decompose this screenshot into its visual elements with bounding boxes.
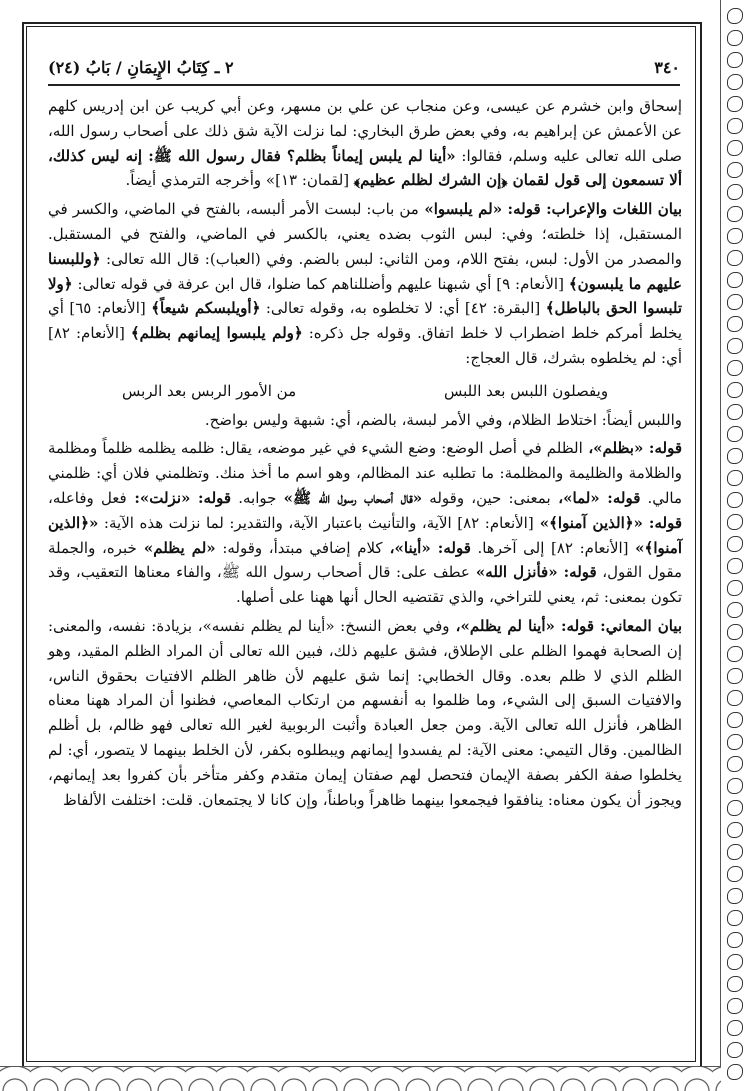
verse-second-hemistich: من الأمور الربس بعد الربس [121, 381, 297, 400]
border-ornament [727, 30, 743, 46]
border-ornament [727, 954, 743, 970]
border-ornament [727, 998, 743, 1014]
paragraph-p1 [48, 94, 682, 193]
border-ornament [727, 602, 743, 618]
text-segment: الظلم في أصل الوضع: وضع الشيء في غير موضعه، يقال: ظلمه يظلمه ظلماً ومظلمة والظلامة والظليمة والمظلمة: ما تطلبه عند المظالم، وهو اسم ما أخذ منك. وتظلمني فلان أي: ظلمني مالي. [48, 439, 682, 507]
border-ornament [727, 558, 743, 574]
decorative-bottom-border [0, 1066, 721, 1091]
text-segment: خبره، والجملة مقول القول، [48, 538, 682, 582]
text-segment: بيان المعاني: قوله: «أينا لم يظلم»، [449, 616, 683, 635]
border-ornament [727, 976, 743, 992]
text-segment: ﴿أويلبسكم شيعاً﴾ [151, 299, 261, 318]
text-segment: ﴿ولا تلبسوا الحق بالباطل﴾ [48, 274, 683, 318]
text-segment: [البقرة: ٤٢] أي: لا تخلطوه به، وقوله تعالى: [260, 299, 546, 318]
border-ornament [727, 162, 743, 178]
text-segment: واللبس أيضاً: اختلاط الظلام، وفي الأمر لبسة، بالضم، أي: شبهة وليس بواضح. [204, 410, 682, 429]
paragraph-group-2 [48, 408, 682, 813]
border-ornament [727, 206, 743, 222]
text-segment: من باب: لبست الأمر ألبسه، بالفتح في الماضي، والكسر في المستقبل، إذا خلطته؛ وفي: لبس الثوب بضده يعني، بالكسر في الماضي، والفتح في المستقبل. والمصدر من الأول: لبس، بفتح اللام، ومن الثاني: لبس بالضم. وفي (العباب): قال الله تعالى: [48, 200, 682, 268]
border-ornament [727, 866, 743, 882]
text-segment: قوله: «نزلت»: [126, 488, 232, 507]
border-ornament [727, 404, 743, 420]
text-segment: جوابه. [231, 488, 284, 507]
verse-first-hemistich: ويفصلون اللبس بعد اللبس [444, 381, 609, 400]
paragraph-p2 [48, 197, 682, 371]
border-ornament [727, 800, 743, 816]
text-segment: ﴿ولم يلبسوا إيمانهم بظلم﴾ [130, 324, 303, 343]
border-ornament [727, 470, 743, 486]
text-segment: قوله: «فأنزل الله» [469, 563, 597, 582]
text-segment: «أينا لم يلبس إيماناً بظلم؟ فقال رسول الله ﷺ: إنه ليس كذلك، ألا تسمعون إلى قول لقمان ﴿إن الشرك لظلم عظيم﴾ [48, 146, 682, 190]
text-segment: بيان اللغات والإعراب: قوله: «لم يلبسوا» [418, 200, 683, 219]
decorative-right-border [720, 0, 751, 1091]
running-header [48, 54, 680, 80]
border-ornament [727, 228, 743, 244]
paragraph-group-1 [48, 94, 682, 371]
border-ornament [727, 272, 743, 288]
paragraph-p3 [48, 408, 682, 433]
border-ornament [727, 360, 743, 376]
text-segment: [الأنعام: ٨٢] أي: لم يخلطوه بشرك، قال العجاج: [48, 324, 682, 367]
text-segment: [الأنعام: ٨٢] الآية، والتأنيث باعتبار الآية، والتقدير: لما نزلت هذه الآية: [98, 513, 534, 532]
text-segment: ﴿وللبسنا عليهم ما يلبسون﴾ [48, 249, 682, 293]
border-ornament [727, 74, 743, 90]
border-ornament [727, 624, 743, 640]
text-segment: [الأنعام: ٨٢] إلى آخرها. [470, 538, 636, 557]
border-ornament [727, 382, 743, 398]
text-segment: [الأنعام: ٩] أي شبهنا عليهم وأضللناهم كما ضلوا، قال ابن عرفة في قوله تعالى: [72, 274, 569, 293]
border-ornament [727, 140, 743, 156]
border-ornament [727, 1020, 743, 1036]
text-segment: فعل وفاعله، [48, 488, 127, 507]
border-ornament [727, 8, 743, 24]
text-segment: [لقمان: ١٣]» وأخرجه الترمذي أيضاً. [125, 171, 354, 190]
border-ornament [727, 778, 743, 794]
poetry-verse [48, 379, 682, 404]
border-ornament [727, 1042, 743, 1058]
page-number: ٣٤٠ [654, 57, 680, 77]
text-segment: «﴿الذين آمنوا﴾» [48, 513, 682, 557]
border-ornament [727, 756, 743, 772]
text-segment: [الأنعام: ٦٥] أي يخلط أمركم خلط اضطراب لا خلط اتفاق. وقوله جل ذكره: [48, 299, 683, 343]
text-segment: بمعنى: حين، وقوله [422, 488, 551, 507]
text-segment: قوله: «أينا»، [382, 538, 471, 557]
text-segment: قوله: «بظلم»، [582, 439, 682, 458]
border-ornament [727, 734, 743, 750]
text-segment: قوله: «﴿الذين آمنوا﴾» [533, 513, 683, 532]
border-ornament [727, 184, 743, 200]
header-rule [48, 84, 680, 86]
border-ornament [727, 1064, 743, 1080]
border-ornament [727, 492, 743, 508]
border-ornament [727, 910, 743, 926]
border-ornament [727, 96, 743, 112]
border-ornament [727, 668, 743, 684]
border-ornament [727, 338, 743, 354]
border-ornament [727, 580, 743, 596]
border-ornament [727, 316, 743, 332]
paragraph-p4 [48, 436, 682, 610]
paragraph-p5 [48, 614, 682, 812]
page-body [48, 94, 682, 812]
border-ornament [727, 118, 743, 134]
border-ornament [727, 514, 743, 530]
border-ornament [727, 426, 743, 442]
border-ornament [727, 536, 743, 552]
border-ornament [727, 690, 743, 706]
border-ornament [727, 294, 743, 310]
border-ornament [727, 52, 743, 68]
text-segment: «قال أصحاب رسول الله ﷺ» [283, 488, 423, 507]
border-ornament [727, 822, 743, 838]
text-segment: إسحاق وابن خشرم عن عيسى، وعن منجاب عن علي بن مسهر، وعن أبي كريب عن ابن إدريس كلهم عن الأعمش عن إبراهيم به، وفي بعض طرق البخاري: لما نزلت الآية شق ذلك على أصحاب رسول الله، صلى الله تعالى عليه وسلم، فقالوا: [48, 97, 682, 165]
text-segment: عطف على: قال أصحاب رسول الله ﷺ، والفاء معناها التعقيب، وقد تكون بمعنى: ثم، يعني للتراخي، والذي تقتضيه الحال أنها ههنا على أصلها. [48, 563, 682, 607]
border-ornament [727, 646, 743, 662]
border-ornament [727, 844, 743, 860]
text-segment: كلام إضافي مبتدأ، وقوله: [215, 538, 383, 557]
chapter-title: ٢ ـ كِتَابُ الإِيمَانِ / بَابُ (٢٤) [48, 57, 234, 77]
border-ornament [727, 448, 743, 464]
border-ornament [727, 712, 743, 728]
text-segment: «لم يظلم» [136, 538, 216, 557]
border-ornament [727, 250, 743, 266]
border-ornament [727, 888, 743, 904]
text-segment: وفي بعض النسخ: «أينا لم يظلم نفسه»، بزيادة: نفسه، والمعنى: إن الصحابة فهموا الظلم على الإطلاق، فشق عليهم ذلك، فبين الله تعالى أن المراد الظلم المقيد، وهو الظلم الذي لا ظلم بعده. وقال الخطابي: إنما شق عليهم لأن ظاهر الظلم الافتيات بحقوق الناس، والافتيات السبق إلى الشيء، وما ظلموا به أنفسهم من ارتكاب المعاصي، فظنوا أن المراد ههنا معناه الظاهر، فأنزل الله تعالى الآية. ومن جعل العبادة وأثبت الربوبية لغير الله تعالى فهو ظالم، بل أظلم الظالمين. وقال التيمي: معنى الآية: لم يفسدوا إيمانهم ويبطلوه بكفر، لأن الخلط بينهما لا يتصور، أي: لم يخلطوا صفة الكفر بصفة الإيمان فتحصل لهم صفتان إيمان متقدم وكفر متأخر بأن كفروا بعد إيمانهم، ويجوز أن يكون معناه: ينافقوا فيجمعوا بينهما ظاهراً وباطناً، وإن كانا لا يجتمعان. قلت: اختلفت الألفاظ [48, 616, 682, 809]
text-segment: قوله: «لما»، [550, 488, 641, 507]
border-ornament [727, 932, 743, 948]
